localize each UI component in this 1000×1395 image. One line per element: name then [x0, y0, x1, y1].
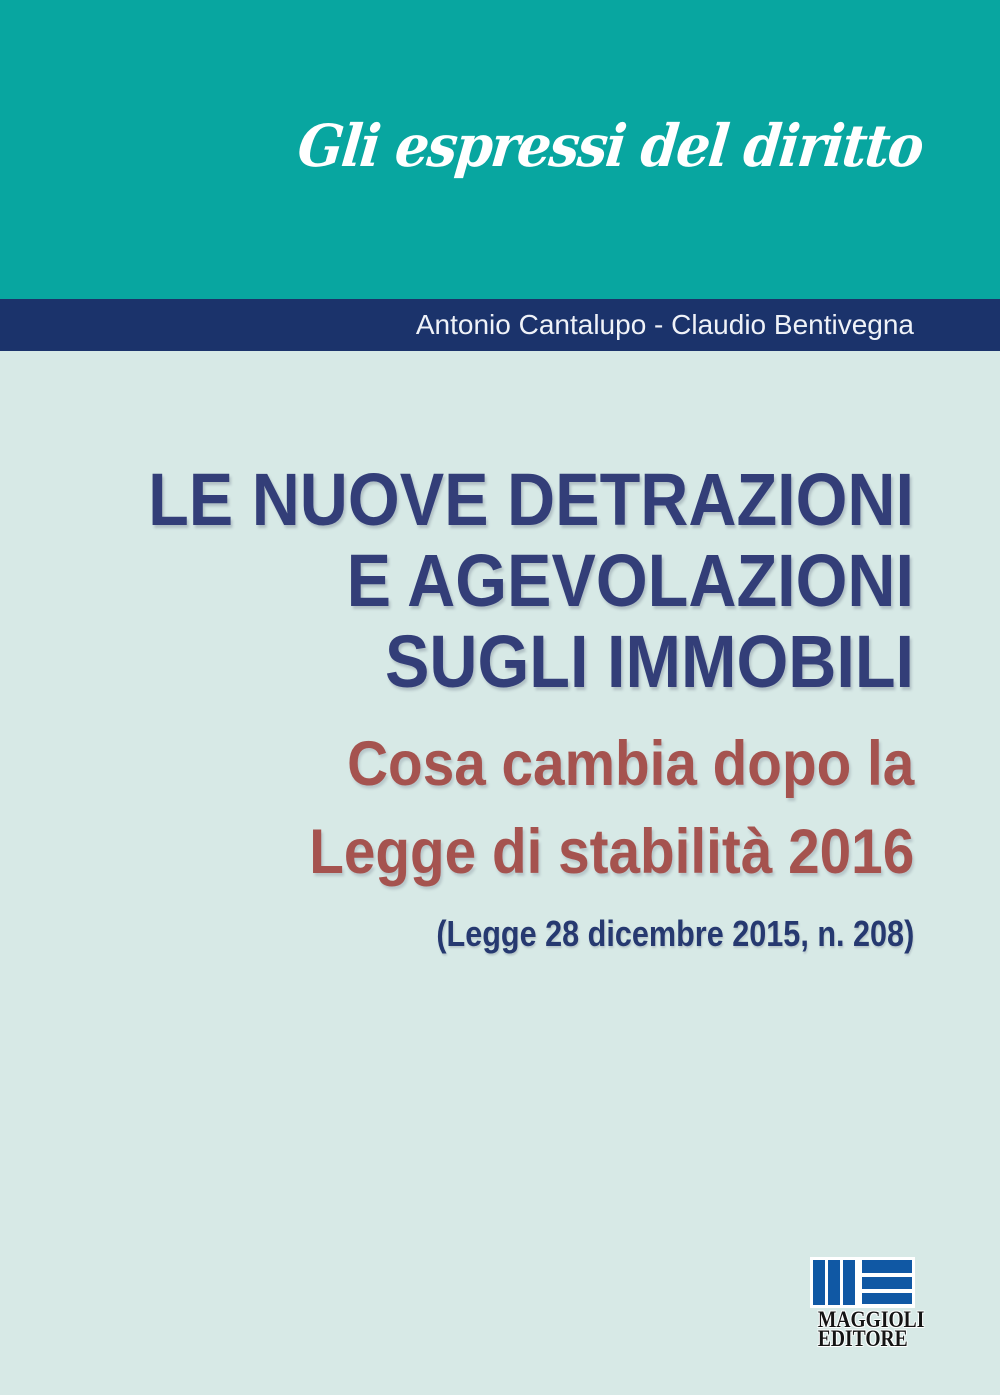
authors-band: [0, 299, 1000, 351]
series-header-band: [0, 0, 1000, 299]
book-title-line-1: LE NUOVE DETRAZIONI: [148, 458, 914, 541]
book-title: [148, 459, 914, 702]
book-title-line-3: SUGLI IMMOBILI: [384, 620, 914, 703]
authors-names: Antonio Cantalupo - Claudio Bentivegna: [415, 309, 914, 340]
book-subtitle-line-2: Legge di stabilità 2016: [308, 817, 914, 887]
series-title: Gli espressi del diritto: [294, 112, 926, 180]
book-title-line-2: E AGEVOLAZIONI: [346, 539, 914, 622]
logo-m-bars-icon: [813, 1260, 855, 1305]
publisher-name-line-1: MAGGIOLI: [817, 1307, 925, 1332]
law-reference: (Legge 28 dicembre 2015, n. 208): [436, 913, 914, 954]
logo-e-bars-icon: [862, 1260, 912, 1305]
publisher-name-line-2: EDITORE: [817, 1326, 908, 1351]
publisher-logo: [810, 1257, 925, 1351]
book-subtitle-line-1: Cosa cambia dopo la: [346, 729, 915, 799]
book-subtitle: [309, 720, 914, 896]
publisher-name: [817, 1307, 925, 1351]
maggioli-logo-mark-icon: [810, 1257, 915, 1308]
